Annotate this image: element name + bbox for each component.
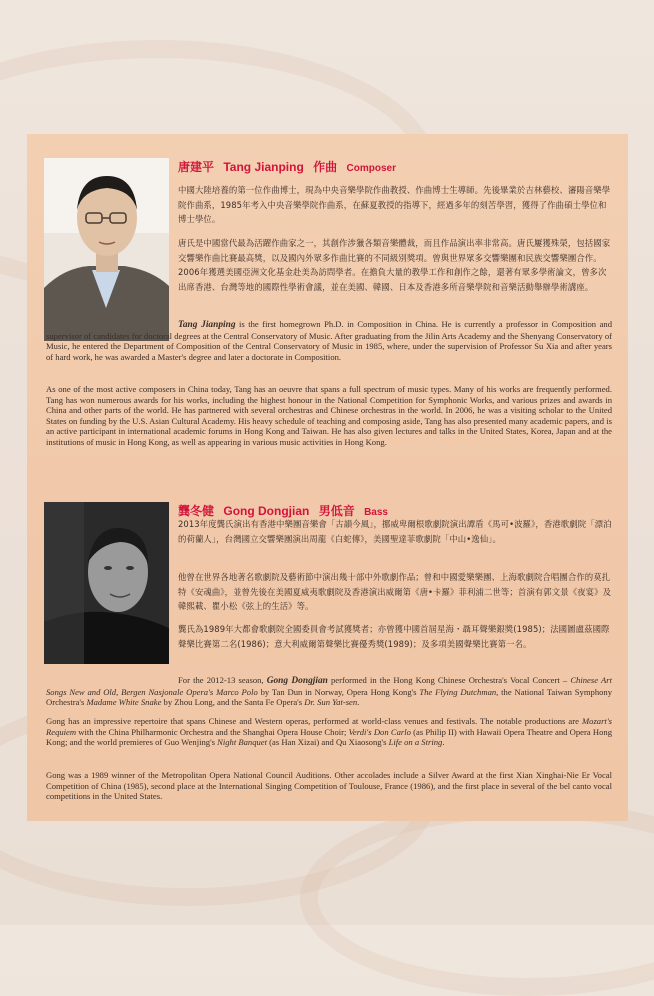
work-title: Life on a String bbox=[388, 737, 443, 748]
gong-bio-zh-1: 2013年度龔氏演出有香港中樂團音樂會「古韻今風」，挪威卑爾根歌劇院演出譚盾《馬可•波羅》，香港歌劇院「漂泊的荷蘭人」，台灣國立交響樂團演出周龍《白蛇傳》，美國聖達菲歌劇院「中山•逸仙」。 bbox=[178, 519, 612, 544]
name-zh: 龔冬健 bbox=[178, 504, 215, 518]
name-en: Tang Jianping bbox=[223, 160, 304, 174]
text: . bbox=[357, 697, 360, 708]
work-title: Bergen Nasjonale Opera's Marco Polo bbox=[121, 686, 258, 697]
text: (as Philip II) with Hawaii Opera Theatre and Opera Hong Kong; and the world premieres of Guo Wenjing's bbox=[46, 726, 612, 748]
work-title: Mozart's Requiem bbox=[46, 716, 612, 737]
gong-bio-en-2 bbox=[46, 716, 612, 748]
text: (as Han Xizai) and Qu Xiaosong's bbox=[267, 737, 389, 748]
gong-bio-zh-3: 龔氏為1989年大都會歌劇院全國委員會考試獲獎者；亦曾獲中國首屆星海・聶耳聲樂銀獎(1985)；法國圖盧茲國際聲樂比賽第二名(1986)；意大利威爾第聲樂比賽優秀獎(1989)；及多項美國聲樂比賽第一名。 bbox=[178, 624, 610, 649]
work-title: Night Banquet bbox=[217, 737, 267, 748]
text: , the National Taiwan Symphony Orchestra's bbox=[46, 686, 613, 708]
tang-bio-zh-1: 中國大陸培養的第一位作曲博士，現為中央音樂學院作曲教授、作曲博士生導師。先後畢業於吉林藝校、瀋陽音樂學院作曲系，1985年考入中央音樂學院作曲系，在蘇夏教授的指導下，經過多年的刻苦學習，獲得了作曲碩士學位和博士學位。 bbox=[178, 185, 611, 224]
name-zh: 唐建平 bbox=[178, 160, 215, 174]
lead-name: Tang Jianping bbox=[178, 320, 236, 330]
role-en: Bass bbox=[364, 507, 388, 518]
role-en: Composer bbox=[346, 163, 396, 174]
role-zh: 作曲 bbox=[313, 160, 338, 174]
text: For the 2012-13 season, bbox=[178, 675, 267, 685]
lead-name: Gong Dongjian bbox=[266, 676, 328, 686]
name-en: Gong Dongjian bbox=[223, 504, 310, 518]
work-title: Madame White Snake bbox=[86, 697, 162, 708]
text: by Tan Dun in Norway, Opera Hong Kong's bbox=[257, 686, 420, 697]
tang-bio-en-2: As one of the most active composers in China today, Tang has an oeuvre that spans a full spectrum of music types. Many of his works are frequently performed. Tang has won numerous awards for his works, including the highest honour in the National Competition for Symphonic Works, and various prizes and awards in China and other parts of the world. He has partnered with several orchestras and Chinese orchestras in the world. In 2006, he was a visiting scholar to the United States on funding by the U.S. Asian Cultural Academy. His heavy schedule of teaching and composing aside, Tang has also presented many academic papers, and is an active participant in international academic forums in Hong Kong and Taiwan. He has also given lectures and talks in the United States, Korea, Japan and at the institutions of music in Hong Kong, as well as appearing in various music activities in Hong Kong. bbox=[46, 384, 612, 447]
work-title: Verdi's Don Carlo bbox=[348, 726, 411, 737]
text: by Zhou Long, and the Santa Fe Opera's bbox=[161, 697, 305, 708]
portrait-gong-dongjian bbox=[44, 502, 169, 664]
role-zh: 男低音 bbox=[318, 504, 355, 518]
text: with the China Philharmonic Orchestra and the Shanghai Opera House Choir; bbox=[76, 726, 349, 737]
work-title: The Flying Dutchman bbox=[419, 686, 497, 697]
gong-bio-en-1 bbox=[46, 675, 612, 708]
text: performed in the Hong Kong Chinese Orchestra's Vocal Concert – bbox=[327, 675, 571, 685]
tang-bio-en-1-text: is the first homegrown Ph.D. in Composition in China. He is currently a professor in Composition and supervisor of candidates for doctoral degrees at the Central Conservatory of Music. After graduating from the Jilin Arts Academy and the Shenyang Conservatory of Music, he entered the Department of Composition of the Central Conservatory of Music in 1985, where, under the supervision of Professor Su Xia and after years of hard work, he was awarded a Master's degree and later a doctorate in Composition. bbox=[46, 319, 613, 362]
gong-bio-zh-2: 他曾在世界各地著名歌劇院及藝術節中演出幾十部中外歌劇作品；曾和中國愛樂樂團、上海歌劇院合唱團合作的莫扎特《安魂曲》，並曾先後在美國夏威夷歌劇院及香港演出威爾第《唐•卡羅》菲利浦二世等；首演有郭文景《夜宴》及韓熙載、瞿小松《弦上的生活》等。 bbox=[178, 572, 612, 611]
composer-title bbox=[178, 158, 402, 175]
text: Gong has an impressive repertoire that spans Chinese and Western operas, performed at world-class venues and festivals. The notable productions are bbox=[46, 716, 582, 726]
portrait-tang-jianping bbox=[44, 158, 169, 341]
tang-bio-en-1 bbox=[46, 319, 612, 362]
text: . bbox=[442, 737, 445, 748]
work-title: Chinese Art Songs New and Old bbox=[46, 675, 612, 697]
tang-bio-zh-2: 唐氏是中國當代最為活躍作曲家之一，其創作涉獵各類音樂體裁，而且作品演出率非常高。唐氏屢獲殊榮，包括國家交響樂作曲比賽最高獎，以及國內外眾多作曲比賽的不同級別獎項。曾與世界眾多交響樂團和民族交響樂團合作。2006年獲選美國亞洲文化基金赴美為訪問學者。在擔負大量的教學工作和創作之餘，還著有眾多學術論文，曾多次出席香港、台灣等地的國際性學術會議，並在美國、韓國、日本及香港多所音樂學院和音樂活動舉辦學術講座。 bbox=[178, 238, 611, 292]
gong-bio-en-3: Gong was a 1989 winner of the Metropolitan Opera National Council Auditions. Other accolades include a Silver Award at the first Xian Xinghai-Nie Er Vocal Competition of China (1985), second place at the International Singing Competition of Toulouse, France (1986), and the first place in several of the bel canto vocal competitions in the United States. bbox=[46, 770, 612, 802]
work-title: Dr. Sun Yat-sen bbox=[304, 697, 358, 708]
text: , bbox=[116, 686, 122, 697]
